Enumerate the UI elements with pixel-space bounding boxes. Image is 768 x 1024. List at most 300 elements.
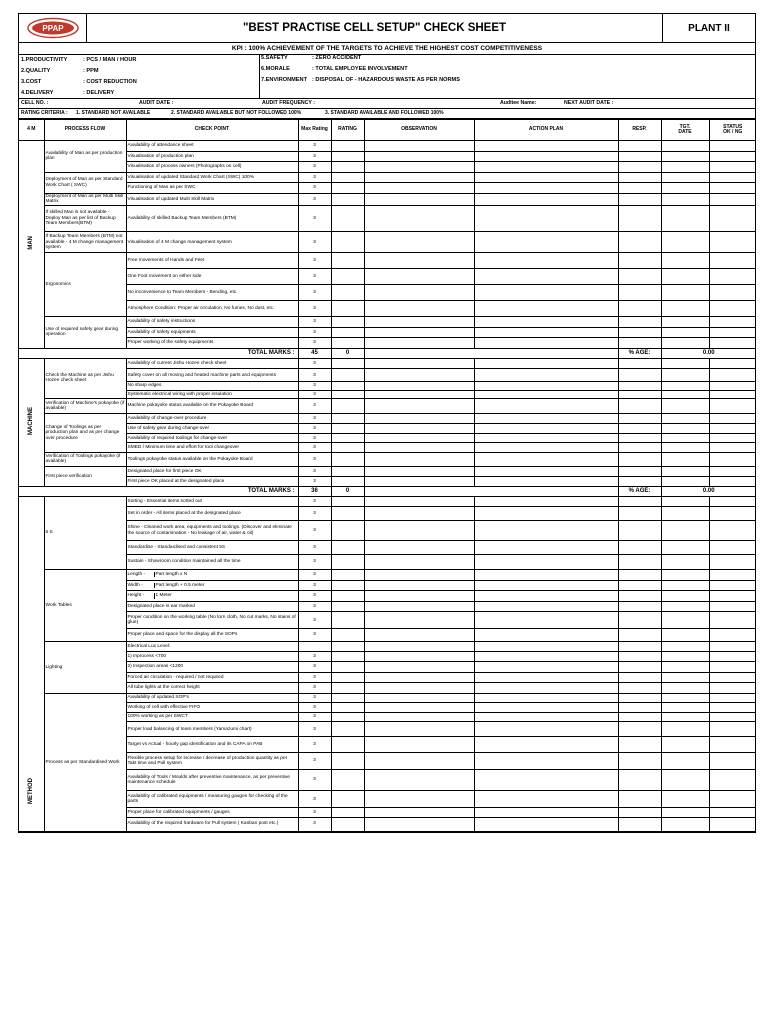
target-date-cell[interactable] [661, 162, 709, 173]
target-date-cell[interactable] [661, 338, 709, 349]
resp-cell[interactable] [618, 399, 661, 414]
action-plan-cell[interactable] [474, 580, 618, 591]
status-cell[interactable] [709, 817, 756, 831]
rating-cell[interactable] [331, 808, 364, 818]
observation-cell[interactable] [364, 683, 474, 694]
observation-cell[interactable] [364, 770, 474, 791]
action-plan-cell[interactable] [474, 232, 618, 253]
target-date-cell[interactable] [661, 477, 709, 487]
status-cell[interactable] [709, 253, 756, 269]
status-cell[interactable] [709, 601, 756, 612]
observation-cell[interactable] [364, 338, 474, 349]
resp-cell[interactable] [618, 712, 661, 722]
rating-cell[interactable] [331, 753, 364, 770]
resp-cell[interactable] [618, 433, 661, 443]
status-cell[interactable] [709, 712, 756, 722]
status-cell[interactable] [709, 683, 756, 694]
target-date-cell[interactable] [661, 555, 709, 570]
target-date-cell[interactable] [661, 399, 709, 414]
target-date-cell[interactable] [661, 433, 709, 443]
target-date-cell[interactable] [661, 722, 709, 737]
action-plan-cell[interactable] [474, 753, 618, 770]
status-cell[interactable] [709, 317, 756, 328]
rating-cell[interactable] [331, 317, 364, 328]
action-plan-cell[interactable] [474, 369, 618, 382]
target-date-cell[interactable] [661, 424, 709, 434]
rating-cell[interactable] [331, 141, 364, 152]
action-plan-cell[interactable] [474, 672, 618, 683]
rating-cell[interactable] [331, 791, 364, 808]
observation-cell[interactable] [364, 452, 474, 466]
resp-cell[interactable] [618, 662, 661, 673]
status-cell[interactable] [709, 399, 756, 414]
rating-cell[interactable] [331, 662, 364, 673]
rating-cell[interactable] [331, 683, 364, 694]
resp-cell[interactable] [618, 466, 661, 477]
resp-cell[interactable] [618, 413, 661, 424]
status-cell[interactable] [709, 651, 756, 662]
observation-cell[interactable] [364, 413, 474, 424]
target-date-cell[interactable] [661, 452, 709, 466]
target-date-cell[interactable] [661, 580, 709, 591]
observation-cell[interactable] [364, 521, 474, 541]
observation-cell[interactable] [364, 205, 474, 232]
observation-cell[interactable] [364, 591, 474, 602]
action-plan-cell[interactable] [474, 162, 618, 173]
status-cell[interactable] [709, 477, 756, 487]
action-plan-cell[interactable] [474, 382, 618, 391]
action-plan-cell[interactable] [474, 399, 618, 414]
action-plan-cell[interactable] [474, 612, 618, 629]
target-date-cell[interactable] [661, 253, 709, 269]
action-plan-cell[interactable] [474, 327, 618, 338]
target-date-cell[interactable] [661, 662, 709, 673]
status-cell[interactable] [709, 424, 756, 434]
action-plan-cell[interactable] [474, 338, 618, 349]
target-date-cell[interactable] [661, 232, 709, 253]
rating-cell[interactable] [331, 285, 364, 301]
action-plan-cell[interactable] [474, 629, 618, 642]
audit-frequency-field[interactable]: AUDIT FREQUENCY : [262, 100, 315, 106]
status-cell[interactable] [709, 591, 756, 602]
rating-cell[interactable] [331, 382, 364, 391]
action-plan-cell[interactable] [474, 151, 618, 162]
target-date-cell[interactable] [661, 693, 709, 703]
target-date-cell[interactable] [661, 770, 709, 791]
target-date-cell[interactable] [661, 466, 709, 477]
resp-cell[interactable] [618, 205, 661, 232]
observation-cell[interactable] [364, 817, 474, 831]
target-date-cell[interactable] [661, 703, 709, 713]
observation-cell[interactable] [364, 369, 474, 382]
observation-cell[interactable] [364, 232, 474, 253]
resp-cell[interactable] [618, 424, 661, 434]
resp-cell[interactable] [618, 496, 661, 507]
observation-cell[interactable] [364, 753, 474, 770]
action-plan-cell[interactable] [474, 477, 618, 487]
target-date-cell[interactable] [661, 172, 709, 183]
target-date-cell[interactable] [661, 285, 709, 301]
action-plan-cell[interactable] [474, 791, 618, 808]
resp-cell[interactable] [618, 172, 661, 183]
action-plan-cell[interactable] [474, 269, 618, 285]
resp-cell[interactable] [618, 521, 661, 541]
status-cell[interactable] [709, 496, 756, 507]
observation-cell[interactable] [364, 327, 474, 338]
rating-cell[interactable] [331, 413, 364, 424]
rating-cell[interactable] [331, 770, 364, 791]
resp-cell[interactable] [618, 612, 661, 629]
rating-cell[interactable] [331, 466, 364, 477]
target-date-cell[interactable] [661, 612, 709, 629]
rating-cell[interactable] [331, 541, 364, 555]
resp-cell[interactable] [618, 269, 661, 285]
resp-cell[interactable] [618, 770, 661, 791]
next-audit-date-field[interactable]: NEXT AUDIT DATE : [564, 100, 614, 106]
target-date-cell[interactable] [661, 327, 709, 338]
observation-cell[interactable] [364, 399, 474, 414]
resp-cell[interactable] [618, 722, 661, 737]
resp-cell[interactable] [618, 569, 661, 580]
resp-cell[interactable] [618, 672, 661, 683]
target-date-cell[interactable] [661, 569, 709, 580]
observation-cell[interactable] [364, 172, 474, 183]
resp-cell[interactable] [618, 141, 661, 152]
rating-cell[interactable] [331, 443, 364, 453]
resp-cell[interactable] [618, 443, 661, 453]
action-plan-cell[interactable] [474, 507, 618, 521]
action-plan-cell[interactable] [474, 253, 618, 269]
target-date-cell[interactable] [661, 413, 709, 424]
status-cell[interactable] [709, 301, 756, 317]
observation-cell[interactable] [364, 390, 474, 399]
status-cell[interactable] [709, 172, 756, 183]
action-plan-cell[interactable] [474, 662, 618, 673]
rating-cell[interactable] [331, 496, 364, 507]
target-date-cell[interactable] [661, 151, 709, 162]
action-plan-cell[interactable] [474, 601, 618, 612]
target-date-cell[interactable] [661, 712, 709, 722]
observation-cell[interactable] [364, 317, 474, 328]
action-plan-cell[interactable] [474, 433, 618, 443]
observation-cell[interactable] [364, 382, 474, 391]
status-cell[interactable] [709, 382, 756, 391]
observation-cell[interactable] [364, 693, 474, 703]
rating-cell[interactable] [331, 151, 364, 162]
target-date-cell[interactable] [661, 390, 709, 399]
observation-cell[interactable] [364, 662, 474, 673]
status-cell[interactable] [709, 662, 756, 673]
target-date-cell[interactable] [661, 183, 709, 194]
status-cell[interactable] [709, 232, 756, 253]
target-date-cell[interactable] [661, 642, 709, 652]
target-date-cell[interactable] [661, 141, 709, 152]
rating-cell[interactable] [331, 338, 364, 349]
observation-cell[interactable] [364, 672, 474, 683]
status-cell[interactable] [709, 141, 756, 152]
rating-cell[interactable] [331, 672, 364, 683]
target-date-cell[interactable] [661, 808, 709, 818]
rating-cell[interactable] [331, 232, 364, 253]
action-plan-cell[interactable] [474, 651, 618, 662]
resp-cell[interactable] [618, 808, 661, 818]
rating-cell[interactable] [331, 433, 364, 443]
status-cell[interactable] [709, 183, 756, 194]
resp-cell[interactable] [618, 703, 661, 713]
action-plan-cell[interactable] [474, 569, 618, 580]
target-date-cell[interactable] [661, 753, 709, 770]
action-plan-cell[interactable] [474, 183, 618, 194]
rating-cell[interactable] [331, 369, 364, 382]
resp-cell[interactable] [618, 737, 661, 753]
status-cell[interactable] [709, 390, 756, 399]
resp-cell[interactable] [618, 477, 661, 487]
target-date-cell[interactable] [661, 205, 709, 232]
target-date-cell[interactable] [661, 591, 709, 602]
resp-cell[interactable] [618, 338, 661, 349]
action-plan-cell[interactable] [474, 452, 618, 466]
target-date-cell[interactable] [661, 541, 709, 555]
observation-cell[interactable] [364, 651, 474, 662]
observation-cell[interactable] [364, 507, 474, 521]
action-plan-cell[interactable] [474, 591, 618, 602]
observation-cell[interactable] [364, 193, 474, 205]
observation-cell[interactable] [364, 712, 474, 722]
rating-cell[interactable] [331, 205, 364, 232]
target-date-cell[interactable] [661, 269, 709, 285]
status-cell[interactable] [709, 703, 756, 713]
action-plan-cell[interactable] [474, 817, 618, 831]
rating-cell[interactable] [331, 817, 364, 831]
target-date-cell[interactable] [661, 672, 709, 683]
observation-cell[interactable] [364, 629, 474, 642]
action-plan-cell[interactable] [474, 172, 618, 183]
action-plan-cell[interactable] [474, 770, 618, 791]
rating-cell[interactable] [331, 358, 364, 369]
resp-cell[interactable] [618, 555, 661, 570]
rating-cell[interactable] [331, 555, 364, 570]
target-date-cell[interactable] [661, 507, 709, 521]
action-plan-cell[interactable] [474, 712, 618, 722]
rating-cell[interactable] [331, 424, 364, 434]
resp-cell[interactable] [618, 162, 661, 173]
rating-cell[interactable] [331, 642, 364, 652]
status-cell[interactable] [709, 672, 756, 683]
status-cell[interactable] [709, 722, 756, 737]
action-plan-cell[interactable] [474, 443, 618, 453]
resp-cell[interactable] [618, 358, 661, 369]
auditee-name-field[interactable]: Auditee Name: [500, 100, 537, 106]
observation-cell[interactable] [364, 477, 474, 487]
observation-cell[interactable] [364, 569, 474, 580]
status-cell[interactable] [709, 521, 756, 541]
status-cell[interactable] [709, 541, 756, 555]
observation-cell[interactable] [364, 162, 474, 173]
status-cell[interactable] [709, 569, 756, 580]
rating-cell[interactable] [331, 693, 364, 703]
target-date-cell[interactable] [661, 193, 709, 205]
status-cell[interactable] [709, 507, 756, 521]
cell-no-field[interactable]: CELL NO. : [21, 100, 49, 106]
observation-cell[interactable] [364, 580, 474, 591]
rating-cell[interactable] [331, 399, 364, 414]
action-plan-cell[interactable] [474, 642, 618, 652]
action-plan-cell[interactable] [474, 541, 618, 555]
status-cell[interactable] [709, 151, 756, 162]
observation-cell[interactable] [364, 358, 474, 369]
status-cell[interactable] [709, 737, 756, 753]
target-date-cell[interactable] [661, 817, 709, 831]
resp-cell[interactable] [618, 452, 661, 466]
status-cell[interactable] [709, 642, 756, 652]
status-cell[interactable] [709, 791, 756, 808]
observation-cell[interactable] [364, 703, 474, 713]
action-plan-cell[interactable] [474, 141, 618, 152]
resp-cell[interactable] [618, 390, 661, 399]
observation-cell[interactable] [364, 285, 474, 301]
resp-cell[interactable] [618, 253, 661, 269]
resp-cell[interactable] [618, 651, 661, 662]
status-cell[interactable] [709, 443, 756, 453]
rating-cell[interactable] [331, 390, 364, 399]
action-plan-cell[interactable] [474, 413, 618, 424]
action-plan-cell[interactable] [474, 424, 618, 434]
status-cell[interactable] [709, 770, 756, 791]
action-plan-cell[interactable] [474, 317, 618, 328]
resp-cell[interactable] [618, 601, 661, 612]
resp-cell[interactable] [618, 541, 661, 555]
status-cell[interactable] [709, 693, 756, 703]
rating-cell[interactable] [331, 477, 364, 487]
action-plan-cell[interactable] [474, 521, 618, 541]
resp-cell[interactable] [618, 791, 661, 808]
status-cell[interactable] [709, 369, 756, 382]
resp-cell[interactable] [618, 193, 661, 205]
observation-cell[interactable] [364, 183, 474, 194]
rating-cell[interactable] [331, 737, 364, 753]
rating-cell[interactable] [331, 183, 364, 194]
action-plan-cell[interactable] [474, 737, 618, 753]
rating-cell[interactable] [331, 327, 364, 338]
target-date-cell[interactable] [661, 301, 709, 317]
observation-cell[interactable] [364, 141, 474, 152]
rating-cell[interactable] [331, 712, 364, 722]
rating-cell[interactable] [331, 612, 364, 629]
action-plan-cell[interactable] [474, 466, 618, 477]
rating-cell[interactable] [331, 521, 364, 541]
resp-cell[interactable] [618, 683, 661, 694]
status-cell[interactable] [709, 193, 756, 205]
resp-cell[interactable] [618, 327, 661, 338]
status-cell[interactable] [709, 629, 756, 642]
action-plan-cell[interactable] [474, 703, 618, 713]
status-cell[interactable] [709, 205, 756, 232]
observation-cell[interactable] [364, 601, 474, 612]
target-date-cell[interactable] [661, 737, 709, 753]
rating-cell[interactable] [331, 193, 364, 205]
action-plan-cell[interactable] [474, 301, 618, 317]
observation-cell[interactable] [364, 737, 474, 753]
resp-cell[interactable] [618, 642, 661, 652]
action-plan-cell[interactable] [474, 808, 618, 818]
resp-cell[interactable] [618, 369, 661, 382]
action-plan-cell[interactable] [474, 496, 618, 507]
observation-cell[interactable] [364, 808, 474, 818]
action-plan-cell[interactable] [474, 285, 618, 301]
rating-cell[interactable] [331, 629, 364, 642]
observation-cell[interactable] [364, 642, 474, 652]
status-cell[interactable] [709, 612, 756, 629]
rating-cell[interactable] [331, 703, 364, 713]
rating-cell[interactable] [331, 452, 364, 466]
action-plan-cell[interactable] [474, 683, 618, 694]
observation-cell[interactable] [364, 253, 474, 269]
observation-cell[interactable] [364, 151, 474, 162]
resp-cell[interactable] [618, 580, 661, 591]
resp-cell[interactable] [618, 232, 661, 253]
rating-cell[interactable] [331, 580, 364, 591]
status-cell[interactable] [709, 580, 756, 591]
status-cell[interactable] [709, 358, 756, 369]
status-cell[interactable] [709, 753, 756, 770]
target-date-cell[interactable] [661, 443, 709, 453]
observation-cell[interactable] [364, 612, 474, 629]
rating-cell[interactable] [331, 591, 364, 602]
resp-cell[interactable] [618, 753, 661, 770]
resp-cell[interactable] [618, 507, 661, 521]
action-plan-cell[interactable] [474, 358, 618, 369]
observation-cell[interactable] [364, 555, 474, 570]
rating-cell[interactable] [331, 253, 364, 269]
resp-cell[interactable] [618, 183, 661, 194]
resp-cell[interactable] [618, 629, 661, 642]
audit-date-field[interactable]: AUDIT DATE : [139, 100, 174, 106]
status-cell[interactable] [709, 466, 756, 477]
action-plan-cell[interactable] [474, 693, 618, 703]
rating-cell[interactable] [331, 507, 364, 521]
observation-cell[interactable] [364, 301, 474, 317]
rating-cell[interactable] [331, 601, 364, 612]
status-cell[interactable] [709, 162, 756, 173]
rating-cell[interactable] [331, 162, 364, 173]
status-cell[interactable] [709, 338, 756, 349]
resp-cell[interactable] [618, 301, 661, 317]
target-date-cell[interactable] [661, 791, 709, 808]
target-date-cell[interactable] [661, 629, 709, 642]
rating-cell[interactable] [331, 301, 364, 317]
observation-cell[interactable] [364, 791, 474, 808]
observation-cell[interactable] [364, 541, 474, 555]
status-cell[interactable] [709, 327, 756, 338]
target-date-cell[interactable] [661, 358, 709, 369]
rating-cell[interactable] [331, 172, 364, 183]
resp-cell[interactable] [618, 317, 661, 328]
resp-cell[interactable] [618, 151, 661, 162]
resp-cell[interactable] [618, 693, 661, 703]
rating-cell[interactable] [331, 651, 364, 662]
observation-cell[interactable] [364, 433, 474, 443]
status-cell[interactable] [709, 269, 756, 285]
status-cell[interactable] [709, 808, 756, 818]
action-plan-cell[interactable] [474, 205, 618, 232]
resp-cell[interactable] [618, 285, 661, 301]
resp-cell[interactable] [618, 817, 661, 831]
status-cell[interactable] [709, 285, 756, 301]
action-plan-cell[interactable] [474, 390, 618, 399]
observation-cell[interactable] [364, 424, 474, 434]
rating-cell[interactable] [331, 722, 364, 737]
target-date-cell[interactable] [661, 317, 709, 328]
